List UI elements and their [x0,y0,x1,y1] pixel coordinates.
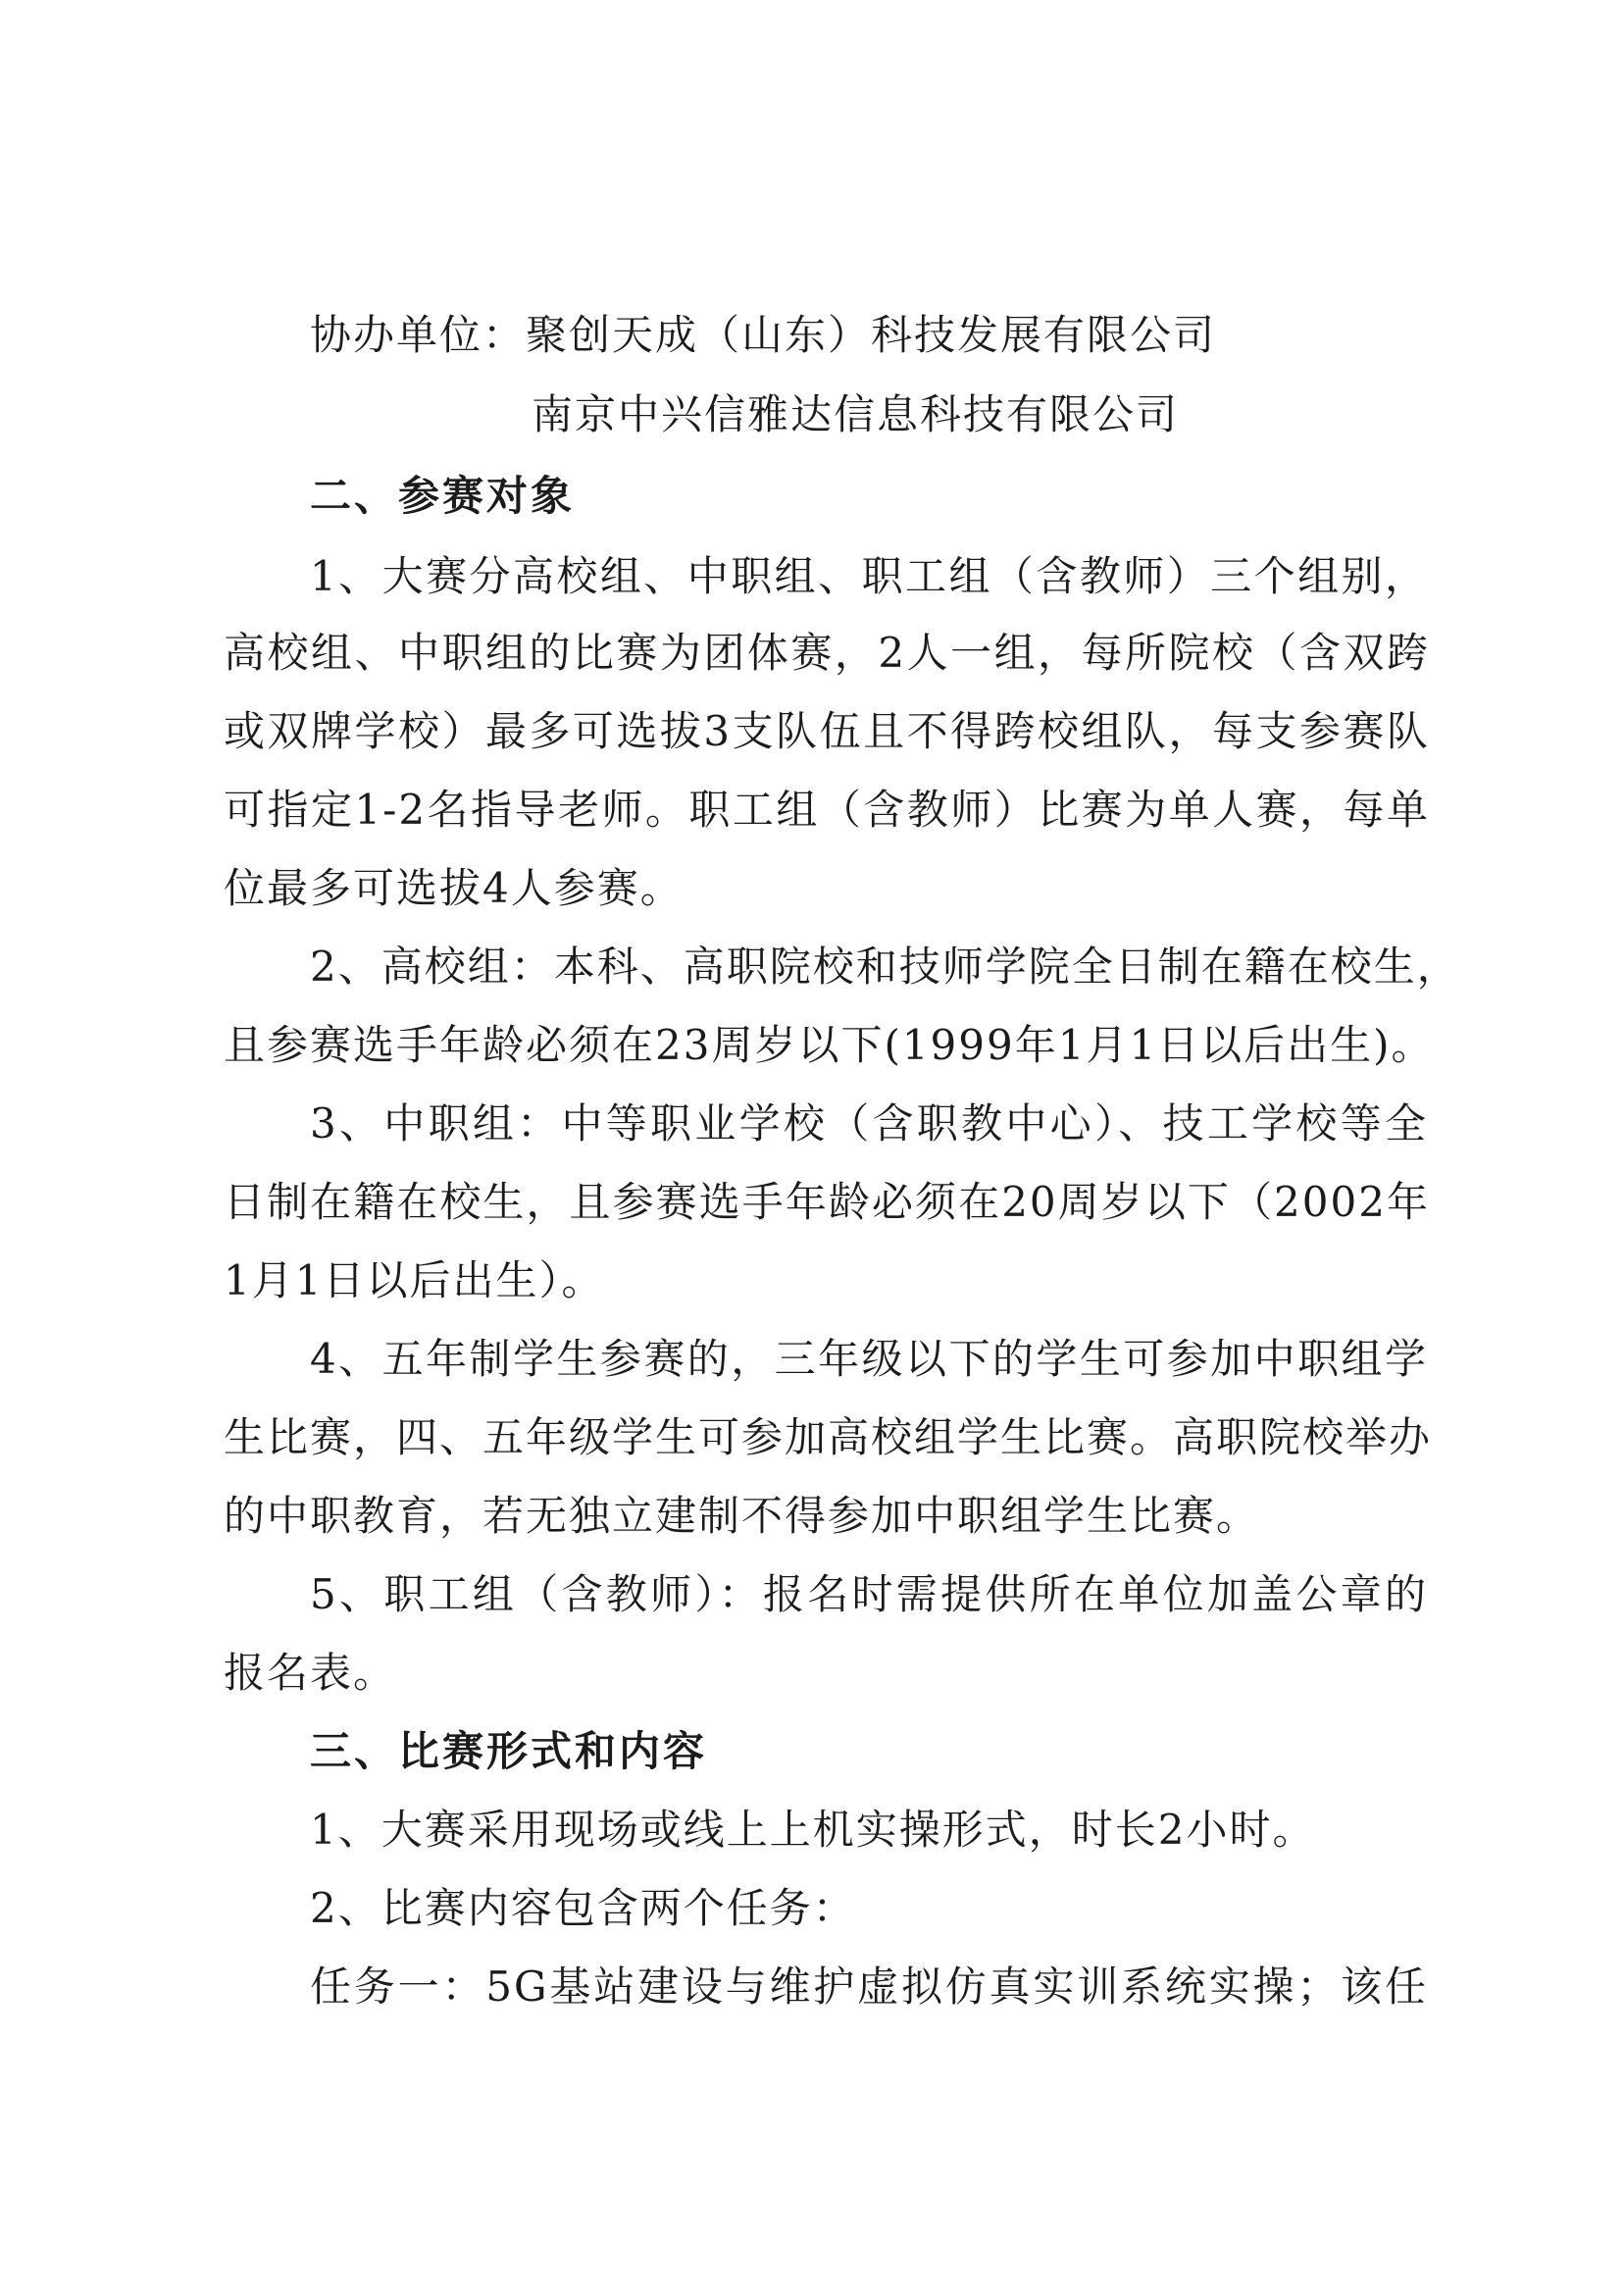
paragraph-line: 可指定1-2名指导老师。职工组（含教师）比赛为单人赛，每单 [224,786,1430,834]
paragraph-line: 1、大赛采用现场或线上上机实操形式，时长2小时。 [310,1806,1316,1854]
co-organizer-line-2: 南京中兴信雅达信息科技有限公司 [532,390,1180,438]
paragraph-line: 2、高校组：本科、高职院校和技师学院全日制在籍在校生， [310,943,1460,991]
paragraph-line: 4、五年制学生参赛的，三年级以下的学生可参加中职组学 [310,1335,1428,1383]
co-organizer-line-1: 协办单位：聚创天成（山东）科技发展有限公司 [310,311,1217,359]
paragraph-line: 日制在籍在校生，且参赛选手年龄必须在20周岁以下（2002年 [224,1178,1430,1226]
paragraph-line: 5、职工组（含教师）：报名时需提供所在单位加盖公章的 [310,1570,1428,1618]
paragraph-line: 任务一：5G基站建设与维护虚拟仿真实训系统实操；该任 [310,1963,1428,2011]
paragraph-line: 位最多可选拔4人参赛。 [224,864,684,912]
paragraph-line: 且参赛选手年龄必须在23周岁以下(1999年1月1日以后出生)。 [224,1021,1435,1069]
paragraph-line: 报名表。 [224,1649,397,1697]
paragraph-line: 或双牌学校）最多可选拔3支队伍且不得跨校组队，每支参赛队 [224,707,1430,755]
paragraph-line: 生比赛，四、五年级学生可参加高校组学生比赛。高职院校举办 [224,1413,1433,1461]
section-heading-format: 三、比赛形式和内容 [310,1727,708,1775]
paragraph-line: 3、中职组：中等职业学校（含职教中心）、技工学校等全 [310,1099,1428,1147]
paragraph-line: 2、比赛内容包含两个任务： [310,1884,856,1932]
paragraph-line: 1月1日以后出生）。 [224,1256,605,1304]
paragraph-line: 的中职教育，若无独立建制不得参加中职组学生比赛。 [224,1492,1260,1540]
paragraph-line: 1、大赛分高校组、中职组、职工组（含教师）三个组别， [310,552,1428,600]
paragraph-line: 高校组、中职组的比赛为团体赛，2人一组，每所院校（含双跨 [224,629,1430,677]
section-heading-participants: 二、参赛对象 [310,472,576,520]
